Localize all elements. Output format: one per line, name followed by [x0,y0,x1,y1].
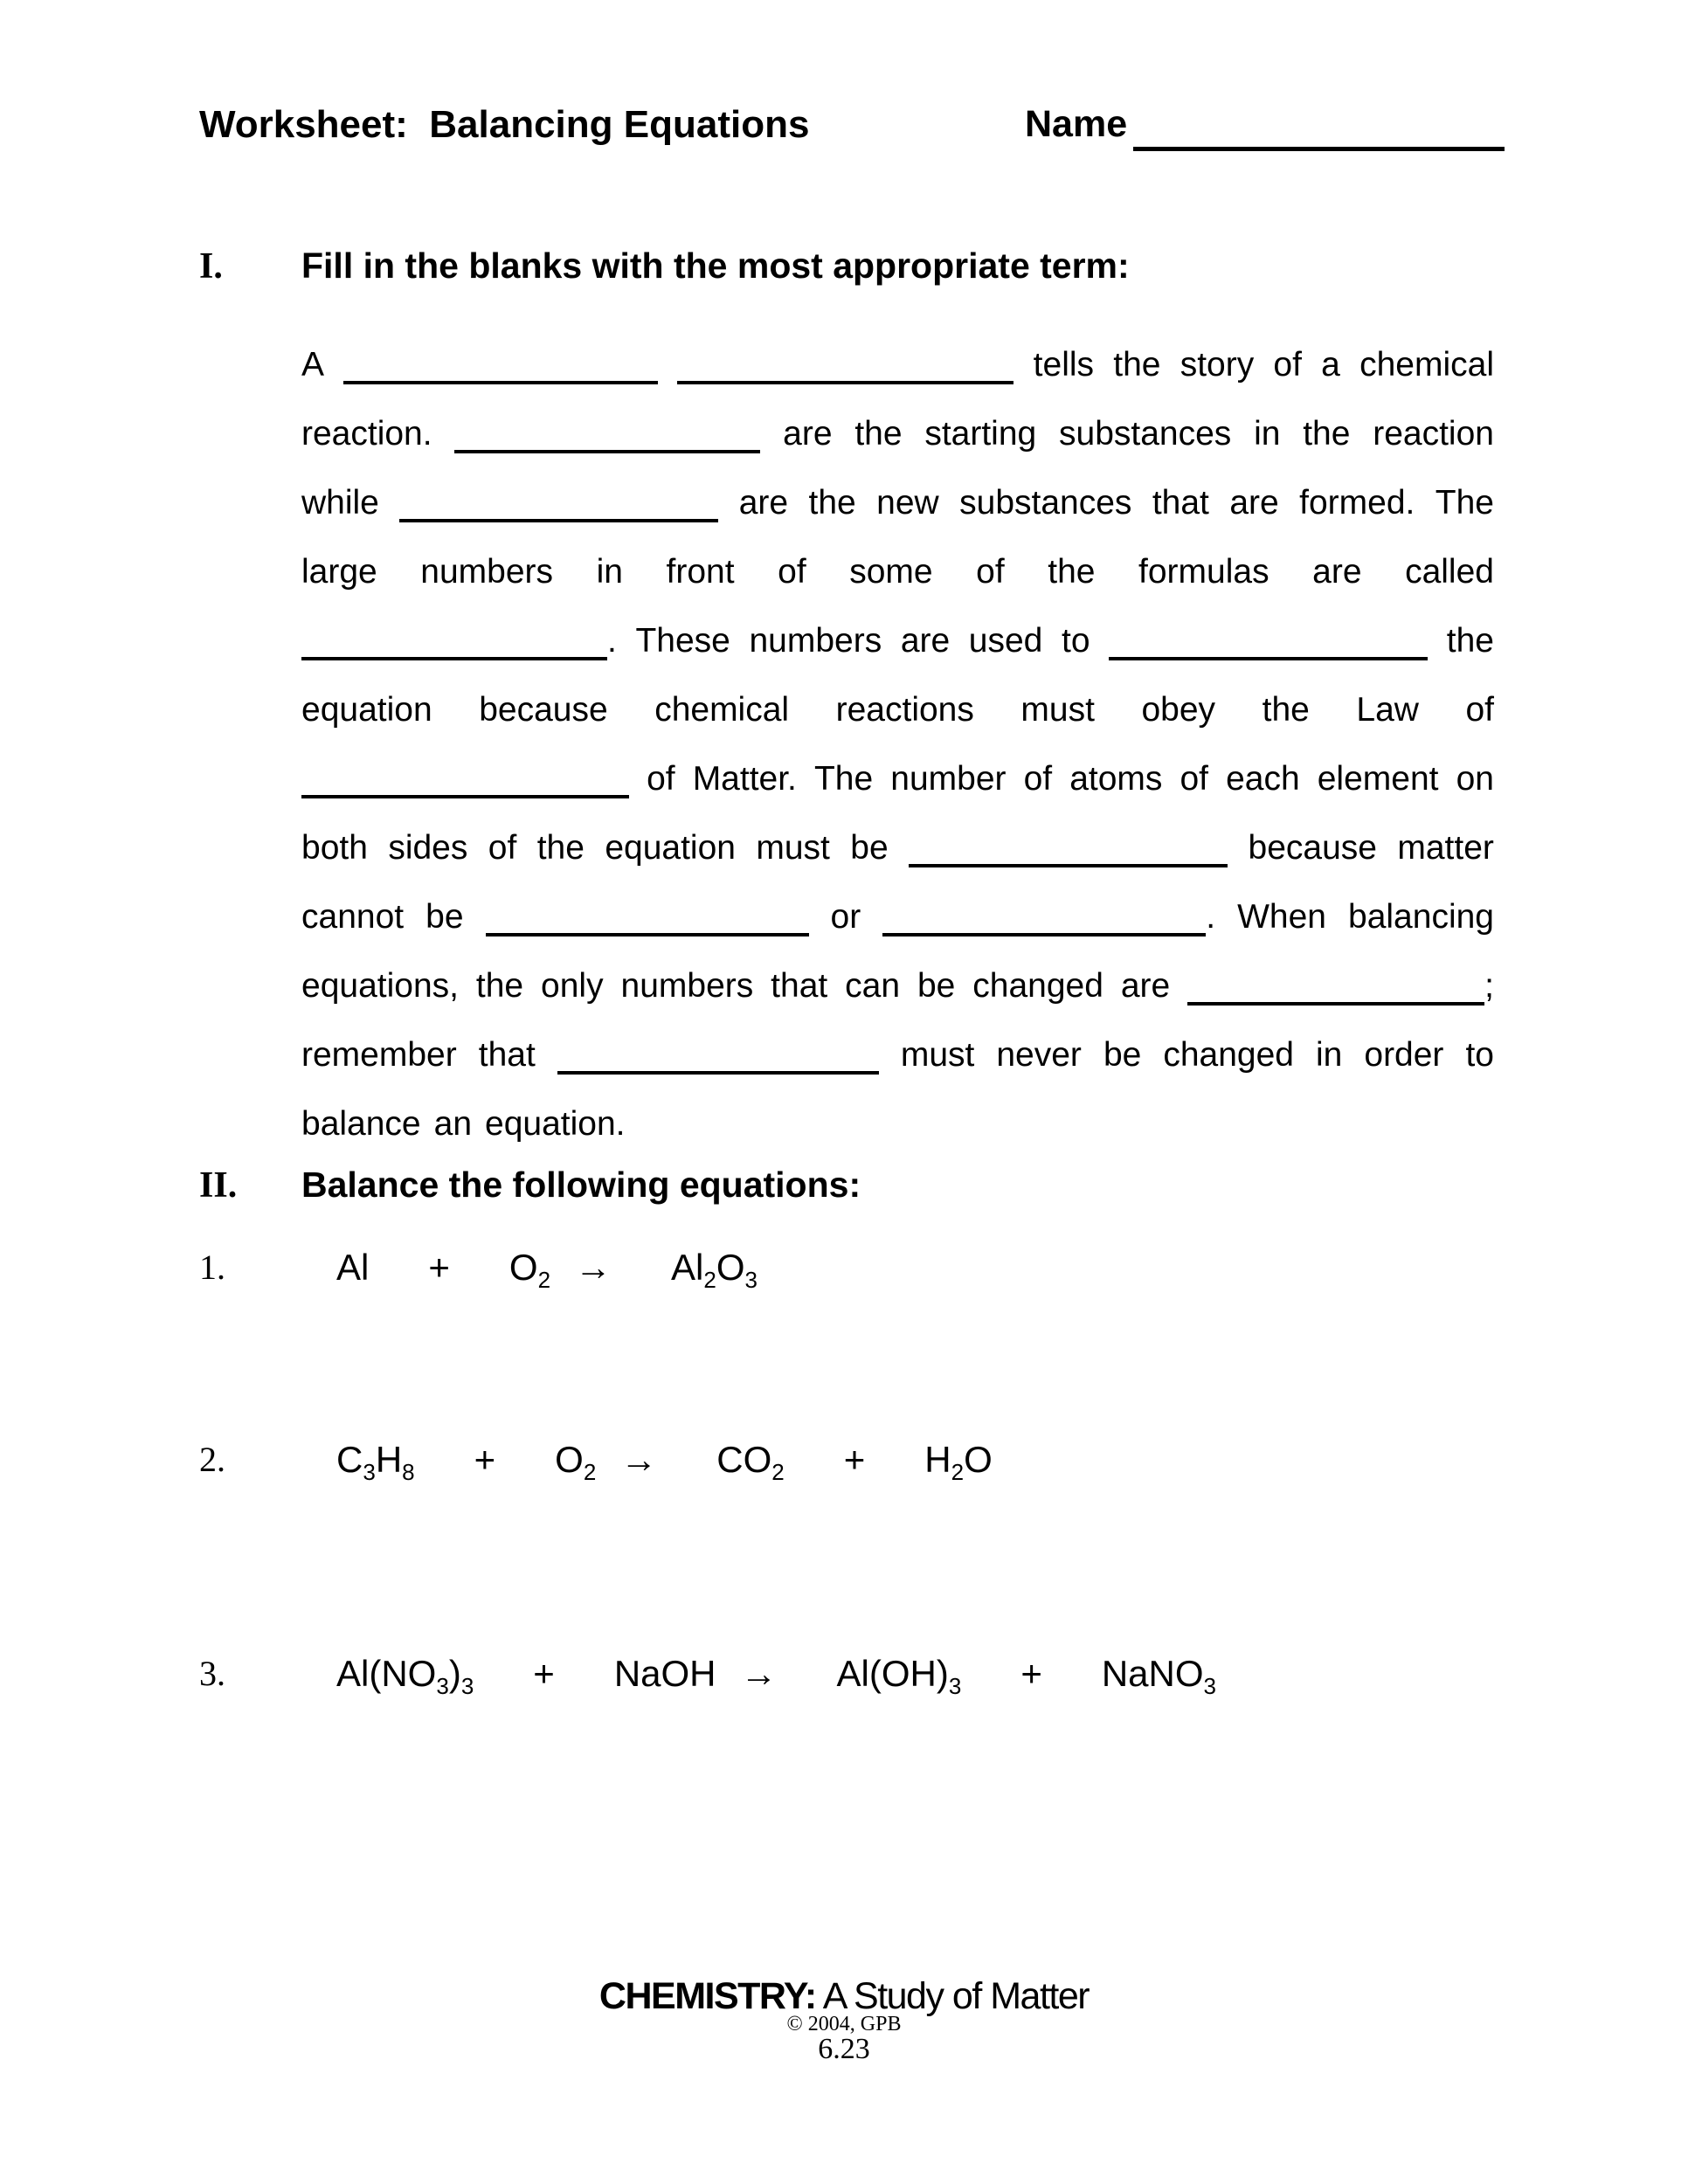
blank-underline [399,519,718,522]
word: obey [1141,691,1216,729]
word: because [1248,829,1377,867]
word: must [756,829,830,867]
word: in [1254,415,1281,453]
word: changed [1163,1036,1294,1074]
word: new [876,484,939,522]
word: on [1456,760,1494,798]
word: formulas [1138,553,1269,591]
word: of [778,553,806,591]
blank-underline [1109,657,1428,660]
reaction-arrow-icon: → [575,1247,612,1288]
chemical-formula: $C_3H_8$ [336,1439,415,1485]
fill-in-blank [301,606,617,675]
name-label: Name [1025,103,1128,145]
word: some [849,553,933,591]
word: the [808,484,856,522]
equation-expression [336,1647,1216,1701]
word: while [301,484,379,522]
plus-operator: + [843,1439,866,1480]
chemical-formula: NaOH [613,1653,716,1694]
word: be [850,829,889,867]
word: or [830,898,861,936]
name-underline [1133,147,1505,151]
word: balance [301,1105,421,1143]
word: cannot [301,898,405,936]
word: of [1023,760,1053,798]
word: are [738,484,789,522]
word: of [1180,760,1208,798]
fill-in-blank [399,510,718,514]
chemical-formula: $H_2O$ [924,1439,993,1485]
chemical-formula: $Al_2O_3$ [671,1247,758,1293]
word: to [1465,1036,1494,1074]
equation-row [0,1433,1688,1487]
word: equation [301,691,432,729]
word: a [1321,346,1340,384]
word: are [900,622,951,660]
footer-course-title [0,1974,1688,2018]
plus-operator: + [428,1247,450,1288]
equation-row [0,1647,1688,1701]
word: that [1152,484,1209,522]
word: of [647,760,675,798]
word: must [900,1036,975,1074]
word: Law [1356,691,1419,729]
blank-suffix: ; [1484,967,1494,1005]
word: must [1020,691,1095,729]
word: substances [959,484,1132,522]
word: the [1446,622,1494,660]
word: the [1262,691,1310,729]
reaction-arrow-icon: → [740,1653,778,1694]
plus-operator: + [1020,1653,1042,1694]
word: that [771,967,828,1005]
word: are [1229,484,1279,522]
word: in [596,553,623,591]
word: of [976,553,1005,591]
word: of [1273,346,1302,384]
word: are [783,415,833,453]
footer-page-number: 6.23 [818,2033,870,2065]
equation-number: 2. [199,1440,225,1479]
paragraph-line [301,606,1494,675]
paragraph-line [301,951,1494,1020]
word: are [1120,967,1171,1005]
word: formed. [1299,484,1415,522]
footer-course-subtitle: A Study of Matter [815,1975,1090,2017]
equation-expression [336,1433,993,1487]
word: starting [924,415,1037,453]
blank-underline [557,1071,879,1075]
word: changed [972,967,1103,1005]
footer-copyright: © 2004, GPB [786,2013,902,2035]
fill-in-blank [909,855,1228,859]
blank-suffix: . [1206,898,1216,936]
paragraph-line [301,813,1494,882]
word: front [666,553,735,591]
blank-underline [677,381,1013,384]
word: are [1312,553,1362,591]
fill-in-blank [677,372,1013,376]
word: A [301,346,325,384]
word: number [890,760,1007,798]
fill-in-blank [557,1062,879,1066]
blank-suffix: . [607,622,617,660]
fill-in-blank [1109,648,1428,652]
word: an [433,1105,473,1143]
word: chemical [1359,346,1494,384]
word: tells [1033,346,1095,384]
fill-in-blank [343,372,658,376]
chemical-formula: NaNO$_3$ [1101,1653,1217,1699]
word: sides [388,829,468,867]
word: large [301,553,377,591]
word: the [536,829,585,867]
word: equations, [301,967,459,1005]
blank-underline [882,933,1206,936]
word: used [968,622,1043,660]
blank-underline [486,933,809,936]
paragraph-line [301,1089,1494,1158]
blank-underline [343,381,658,384]
equation-number: 1. [199,1248,225,1287]
word: the [475,967,524,1005]
word: atoms [1069,760,1163,798]
paragraph-line [301,537,1494,606]
word: numbers [420,553,554,591]
fill-in-blank [1187,951,1494,1020]
word: be [1103,1036,1142,1074]
equation-number: 3. [199,1654,225,1693]
word: Matter. [692,760,797,798]
word: of [488,829,517,867]
word: called [1405,553,1494,591]
word: can [845,967,901,1005]
word: that [478,1036,536,1074]
blank-underline [454,450,760,453]
word: never [996,1036,1082,1074]
paragraph-line [301,675,1494,744]
fill-in-blank [454,441,760,445]
chemical-formula: $Al(NO_3)_3$ [336,1653,474,1699]
reaction-arrow-icon: → [620,1439,658,1480]
word: equation [605,829,736,867]
word: of [1465,691,1494,729]
section-2-heading: Balance the following equations: [301,1165,861,1205]
word: The [813,760,874,798]
fill-in-blank [301,786,629,790]
chemical-formula: $O_2$ [555,1439,597,1485]
word: the [1303,415,1351,453]
word: the [1048,553,1096,591]
equation-expression [336,1241,758,1295]
paragraph-line [301,744,1494,813]
page-title: Worksheet: Balancing Equations [199,103,810,146]
equation-row [0,1241,1688,1295]
chemical-formula: $Al(OH)_3$ [836,1653,962,1699]
plus-operator: + [474,1439,496,1480]
blank-underline [301,657,607,660]
word: reactions [835,691,974,729]
blank-underline [301,795,629,798]
word: balancing [1348,898,1494,936]
word: because [479,691,608,729]
word: to [1061,622,1090,660]
word: the [854,415,903,453]
paragraph-line [301,468,1494,537]
word: reaction [1373,415,1494,453]
word: The [1435,484,1494,522]
paragraph-line [301,399,1494,468]
word: chemical [654,691,790,729]
paragraph-line [301,882,1494,951]
word: remember [301,1036,457,1074]
section-1-numeral: I. [199,246,223,287]
word: both [301,829,368,867]
section-2-numeral: II. [199,1165,238,1206]
blank-underline [1187,1002,1484,1006]
word: only [541,967,604,1005]
word: reaction. [301,415,432,453]
word: element [1317,760,1439,798]
fill-in-paragraph [301,330,1494,1158]
word: When [1237,898,1326,936]
word: story [1180,346,1255,384]
word: substances [1059,415,1232,453]
word: each [1226,760,1300,798]
word: in [1316,1036,1343,1074]
word: These [635,622,730,660]
word: numbers [620,967,754,1005]
word: numbers [749,622,882,660]
chemical-formula: $O_2$ [508,1247,551,1293]
blank-underline [909,864,1228,867]
word: equation. [485,1105,626,1143]
paragraph-line [301,330,1494,399]
plus-operator: + [533,1653,555,1694]
word: the [1113,346,1161,384]
word: be [425,898,464,936]
word: matter [1397,829,1494,867]
chemical-formula: Al [336,1247,370,1288]
footer-course-name: CHEMISTRY: [598,1975,816,2017]
word: order [1364,1036,1444,1074]
fill-in-blank [486,924,809,928]
section-1-heading: Fill in the blanks with the most appropriate term: [301,245,1130,286]
paragraph-line [301,1020,1494,1089]
fill-in-blank [882,882,1215,951]
chemical-formula: $CO_2$ [716,1439,785,1485]
word: be [917,967,956,1005]
